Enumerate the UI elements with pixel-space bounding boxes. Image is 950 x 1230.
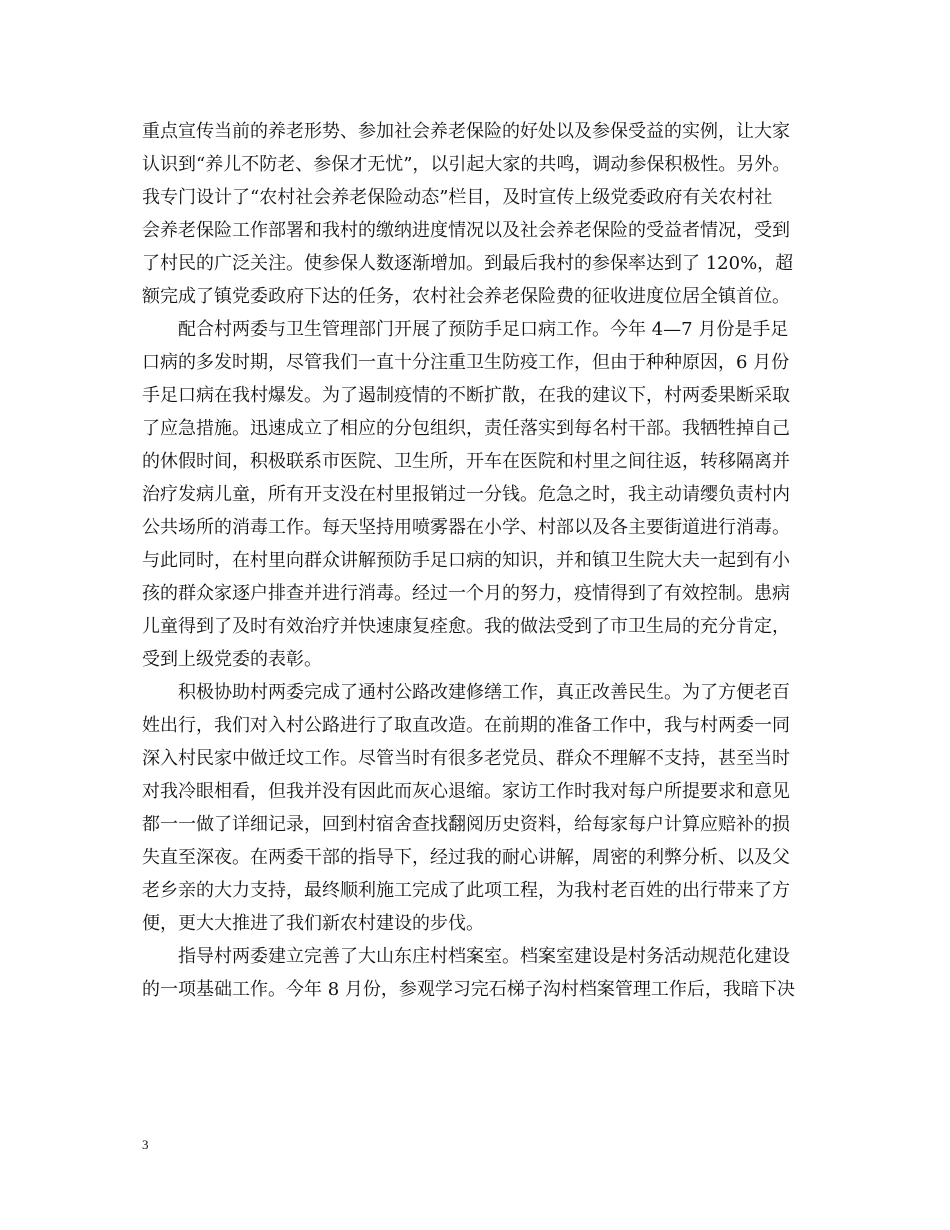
page-number: 3: [142, 1137, 149, 1152]
text-line: 公共场所的消毒工作。每天坚持用喷雾器在小学、村部以及各主要街道进行消毒。: [142, 517, 790, 538]
text-line: 姓出行，我们对入村公路进行了取直改造。在前期的准备工作中，我与村两委一同: [142, 715, 790, 736]
text-line: 口病的多发时期，尽管我们一直十分注重卫生防疫工作，但由于种种原因，6 月份: [142, 352, 790, 373]
text-line: 受到上级党委的表彰。: [142, 649, 322, 670]
text-line: 配合村两委与卫生管理部门开展了预防手足口病工作。今年 4—7 月份是手足: [178, 319, 789, 340]
text-line: 便，更大大推进了我们新农村建设的步伐。: [142, 913, 484, 934]
text-line: 儿童得到了及时有效治疗并快速康复痊愈。我的做法受到了市卫生局的充分肯定，: [142, 616, 790, 637]
text-line: 治疗发病儿童，所有开支没在村里报销过一分钱。危急之时，我主动请缨负责村内: [142, 484, 790, 505]
text-line: 了村民的广泛关注。使参保人数逐渐增加。到最后我村的参保率达到了 120%，超: [142, 253, 794, 274]
text-line: 认识到“养儿不防老、参保才无忧”，以引起大家的共鸣，调动参保积极性。另外。: [142, 154, 791, 175]
text-line: 对我冷眼相看，但我并没有因此而灰心退缩。家访工作时我对每户所提要求和意见: [142, 781, 790, 802]
text-line: 我专门设计了“农村社会养老保险动态”栏目，及时宣传上级党委政府有关农村社: [142, 187, 773, 208]
text-line: 指导村两委建立完善了大山东庄村档案室。档案室建设是村务活动规范化建设: [178, 946, 790, 967]
text-line: 额完成了镇党委政府下达的任务，农村社会养老保险费的征收进度位居全镇首位。: [142, 286, 790, 307]
text-line: 都一一做了详细记录，回到村宿舍查找翻阅历史资料，给每家每户计算应赔补的损: [142, 814, 790, 835]
text-line: 重点宣传当前的养老形势、参加社会养老保险的好处以及参保受益的实例，让大家: [142, 121, 790, 142]
text-line: 积极协助村两委完成了通村公路改建修缮工作，真正改善民生。为了方便老百: [178, 682, 790, 703]
text-line: 手足口病在我村爆发。为了遏制疫情的不断扩散，在我的建议下，村两委果断采取: [142, 385, 790, 406]
text-line: 会养老保险工作部署和我村的缴纳进度情况以及社会养老保险的受益者情况，受到: [142, 220, 790, 241]
text-line: 的一项基础工作。今年 8 月份，参观学习完石梯子沟村档案管理工作后，我暗下决: [142, 979, 795, 1000]
text-line: 与此同时，在村里向群众讲解预防手足口病的知识，并和镇卫生院大夫一起到有小: [142, 550, 790, 571]
text-line: 深入村民家中做迁坟工作。尽管当时有很多老党员、群众不理解不支持，甚至当时: [142, 748, 790, 769]
text-line: 孩的群众家逐户排查并进行消毒。经过一个月的努力，疫情得到了有效控制。患病: [142, 583, 790, 604]
text-line: 的休假时间，积极联系市医院、卫生所，开车在医院和村里之间往返，转移隔离并: [142, 451, 790, 472]
text-line: 了应急措施。迅速成立了相应的分包组织，责任落实到每名村干部。我牺牲掉自己: [142, 418, 790, 439]
text-line: 失直至深夜。在两委干部的指导下，经过我的耐心讲解，周密的利弊分析、以及父: [142, 847, 790, 868]
body-text: [142, 115, 810, 1006]
text-line: 老乡亲的大力支持，最终顺利施工完成了此项工程，为我村老百姓的出行带来了方: [142, 880, 790, 901]
